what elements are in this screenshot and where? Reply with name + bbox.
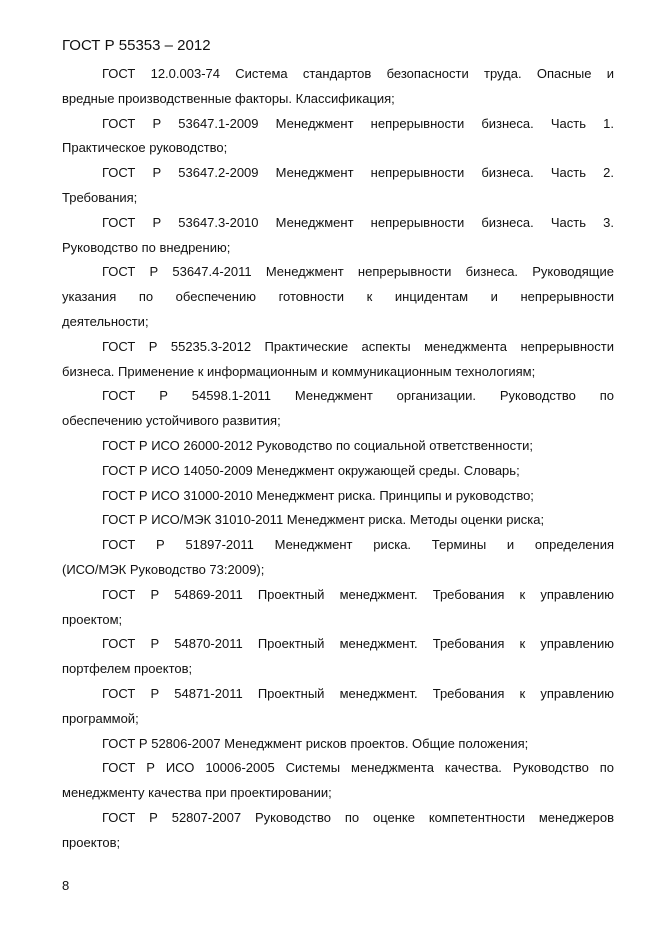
reference-line: ГОСТ Р 53647.3-2010 Менеджмент непрерывности бизнеса. Часть 3. — [102, 214, 614, 230]
reference-line: ГОСТ Р ИСО 31000-2010 Менеджмент риска. Принципы и руководство; — [102, 487, 534, 503]
reference-entry — [62, 732, 614, 757]
reference-line: указания по обеспечению готовности к инцидентам и непрерывности — [62, 289, 614, 305]
reference-line: Практическое руководство; — [62, 140, 228, 156]
reference-entry — [62, 508, 614, 533]
reference-line: Руководство по внедрению; — [62, 239, 231, 255]
reference-entry — [62, 112, 614, 162]
reference-entry — [62, 260, 614, 334]
reference-entry — [62, 211, 614, 261]
reference-entry — [62, 434, 614, 459]
reference-line: деятельности; — [62, 313, 149, 329]
references-list — [62, 62, 614, 856]
document-header: ГОСТ Р 55353 – 2012 — [62, 37, 211, 54]
reference-line: (ИСО/МЭК Руководство 73:2009); — [62, 561, 265, 577]
reference-entry — [62, 384, 614, 434]
reference-line: ГОСТ Р ИСО/МЭК 31010-2011 Менеджмент риска. Методы оценки риска; — [102, 512, 545, 528]
reference-line: ГОСТ Р ИСО 26000-2012 Руководство по социальной ответственности; — [102, 437, 533, 453]
reference-line: ГОСТ Р ИСО 10006-2005 Системы менеджмента качества. Руководство по — [102, 760, 614, 776]
page-number: 8 — [62, 878, 70, 893]
reference-line: менеджменту качества при проектировании; — [62, 785, 332, 801]
reference-line: ГОСТ Р 53647.2-2009 Менеджмент непрерывности бизнеса. Часть 2. — [102, 165, 614, 181]
reference-entry — [62, 335, 614, 385]
reference-entry — [62, 583, 614, 633]
reference-line: проектом; — [62, 611, 123, 627]
reference-line: проектов; — [62, 834, 121, 850]
reference-line: ГОСТ Р 54871-2011 Проектный менеджмент. Требования к управлению — [102, 685, 614, 701]
reference-entry — [62, 632, 614, 682]
reference-entry — [62, 484, 614, 509]
reference-line: ГОСТ Р ИСО 14050-2009 Менеджмент окружающей среды. Словарь; — [102, 462, 520, 478]
reference-line: Требования; — [62, 189, 138, 205]
reference-line: программой; — [62, 710, 139, 726]
reference-line: портфелем проектов; — [62, 661, 193, 677]
reference-entry — [62, 682, 614, 732]
reference-line: ГОСТ Р 52807-2007 Руководство по оценке компетентности менеджеров — [102, 809, 614, 825]
reference-line: ГОСТ Р 53647.1-2009 Менеджмент непрерывности бизнеса. Часть 1. — [102, 115, 614, 131]
reference-line: ГОСТ Р 52806-2007 Менеджмент рисков проектов. Общие положения; — [102, 735, 529, 751]
reference-entry — [62, 459, 614, 484]
reference-line: бизнеса. Применение к информационным и коммуникационным технологиям; — [62, 363, 536, 379]
reference-line: ГОСТ 12.0.003-74 Система стандартов безопасности труда. Опасные и — [102, 66, 614, 81]
reference-line: обеспечению устойчивого развития; — [62, 413, 281, 429]
reference-line: ГОСТ Р 54598.1-2011 Менеджмент организации. Руководство по — [102, 388, 614, 404]
reference-line: ГОСТ Р 54870-2011 Проектный менеджмент. Требования к управлению — [102, 636, 614, 652]
reference-line: ГОСТ Р 54869-2011 Проектный менеджмент. Требования к управлению — [102, 586, 614, 602]
reference-entry — [62, 62, 614, 112]
reference-entry — [62, 806, 614, 856]
reference-entry — [62, 533, 614, 583]
reference-line: вредные производственные факторы. Классификация; — [62, 90, 395, 106]
reference-line: ГОСТ Р 51897-2011 Менеджмент риска. Термины и определения — [102, 537, 614, 553]
reference-entry — [62, 161, 614, 211]
reference-entry — [62, 756, 614, 806]
reference-line: ГОСТ Р 53647.4-2011 Менеджмент непрерывности бизнеса. Руководящие — [102, 264, 614, 280]
reference-line: ГОСТ Р 55235.3-2012 Практические аспекты менеджмента непрерывности — [102, 338, 614, 354]
